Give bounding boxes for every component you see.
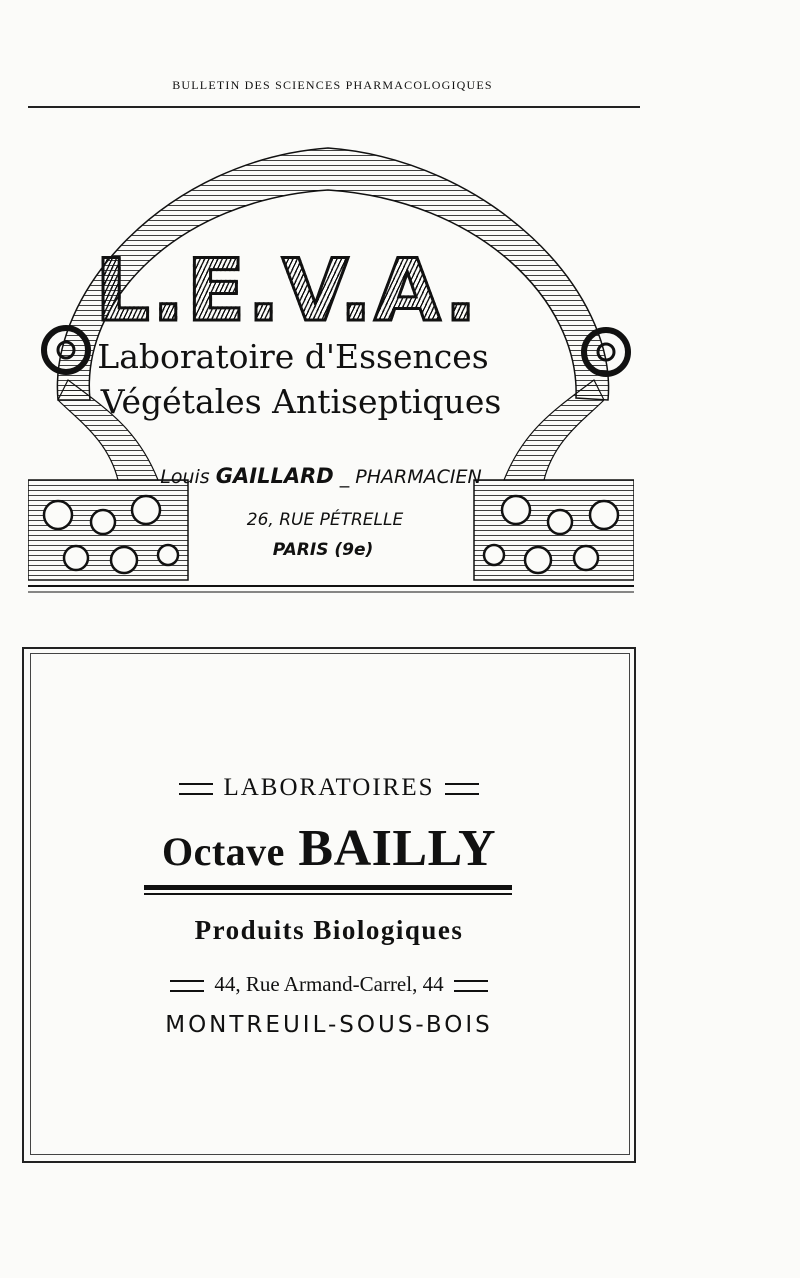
double-dash-right [445, 783, 479, 795]
proprietor-profession: PHARMACIEN [355, 466, 482, 488]
header-rule [28, 106, 640, 108]
bailly-name-main: BAILLY [298, 820, 497, 877]
leva-address: 26, RUE PÉTRELLE [246, 510, 404, 530]
inner-border [30, 653, 630, 1155]
proprietor-separator: _ [339, 466, 350, 488]
bailly-advertisement [22, 647, 636, 1163]
proprietor-last-name: GAILLARD [215, 464, 334, 488]
leva-advertisement [28, 130, 634, 600]
leva-line-1: Laboratoire d'Essences [97, 337, 489, 376]
thin-rule [144, 893, 512, 895]
leva-proprietor [18, 464, 624, 488]
bailly-address-text: 44, Rue Armand-Carrel, 44 [214, 972, 444, 996]
leva-acronym: L.E.V.A. [28, 248, 546, 334]
leva-city: PARIS (9e) [272, 540, 374, 560]
bailly-name [22, 819, 636, 878]
double-dash-right [454, 980, 488, 992]
bailly-city: MONTREUIL-SOUS-BOIS [165, 1012, 493, 1038]
proprietor-first-name: Louis [160, 466, 210, 488]
leva-line-2: Végétales Antiseptiques [100, 382, 502, 421]
thick-rule [144, 885, 512, 890]
bailly-heading-text: LABORATOIRES [223, 774, 435, 801]
bailly-name-prefix: Octave [161, 829, 285, 874]
bailly-products: Produits Biologiques [194, 915, 464, 945]
page-header: BULLETIN DES SCIENCES PHARMACOLOGIQUES [172, 78, 493, 92]
double-dash-left [170, 980, 204, 992]
double-dash-left [179, 783, 213, 795]
bailly-address [22, 972, 636, 997]
bailly-heading [22, 774, 636, 802]
